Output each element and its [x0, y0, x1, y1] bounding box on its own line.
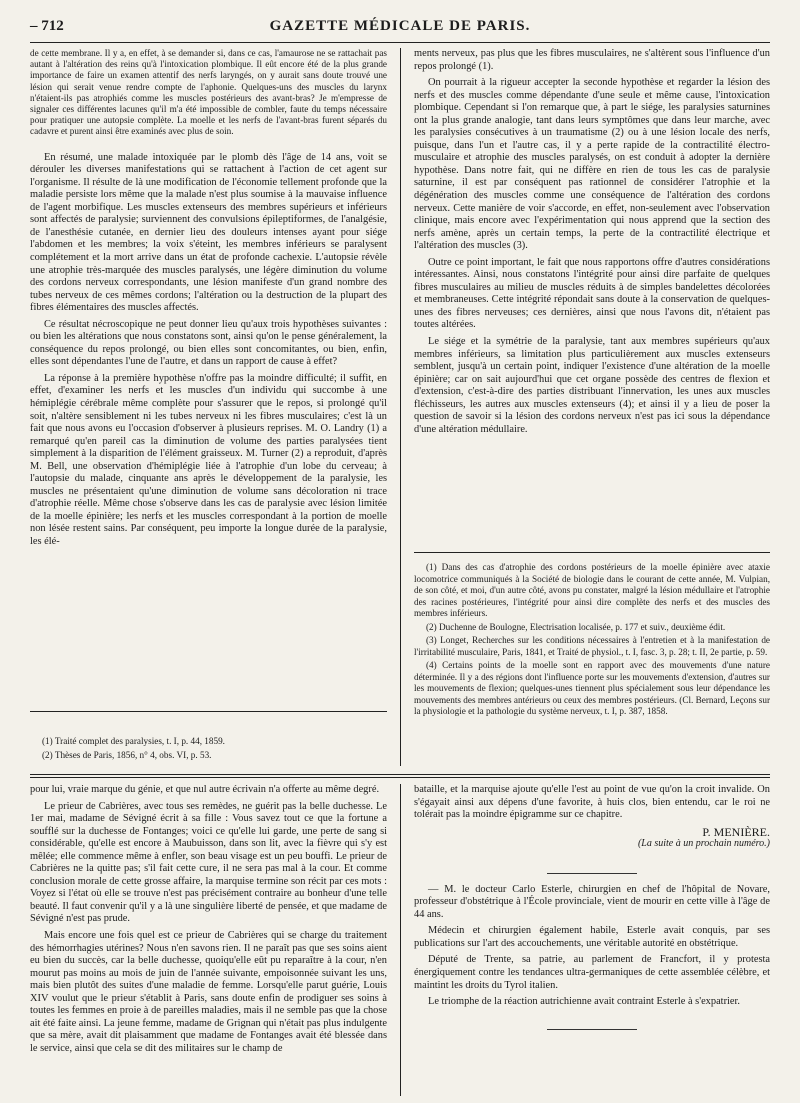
separator	[547, 873, 637, 874]
paragraph: Outre ce point important, le fait que nous rapportons offre d'autres considérations intéressantes. Ainsi, nous constatons l'intégrité pour ainsi dire parfaite de quelques fibres musculaires au milieu de muscles réduits à de simples bandelettes décolorées et membraneuses. Cette intégrité répondait sans doute à la conservation de quelques-unes des fibres nerveuses; ces dernières, ainsi que nous l'avons dit, n'étaient pas toutes altérées.	[414, 256, 770, 331]
footnote: (3) Longet, Recherches sur les conditions nécessaires à l'entretien et à la manifestation de l'irritabilité musculaire, Paris, 1841, et Traité de physiol., t. I, fasc. 3, p. 28; t. II, 2e partie, p. 59.	[414, 635, 770, 657]
footnote: (4) Certains points de la moelle sont en rapport avec des mouvements d'une nature déterminée. Il y a des régions dont l'influence porte sur les mouvements d'extension, d'autres sur les mouvements de flexion; quelques-unes tiennent plus spécialement sous leur dépendance les mouvements des membres antérieurs ou ceux des membres postérieurs. (Cl. Bernard, Leçons sur la physiologie et la pathologie du système nerveux, t. I, p. 387, 1858.	[414, 660, 770, 716]
paragraph: Le siége et la symétrie de la paralysie, tant aux membres supérieurs qu'aux membres inférieurs, sa limitation plus particulièrement aux muscles extenseurs semblent, jusqu'à un certain point, indiquer l'existence d'une altération de la moelle épinière; car on sait aujourd'hui que cet organe possède des centres de flexion et d'extension, c'est-à-dire des parties distribuant l'innervation, les unes aux muscles fléchisseurs, les autres aux muscles extenseurs (4); et ainsi il y a lieu de poser la question de savoir si la lésion des cordons nerveux n'est pas ici sous la dépendance d'une altération médullaire.	[414, 336, 770, 435]
bottom-right-column	[414, 784, 770, 1096]
footnote: (2) Thèses de Paris, 1856, n° 4, obs. VI, p. 53.	[42, 749, 212, 760]
paragraph: On pourrait à la rigueur accepter la seconde hypothèse et regarder la lésion des nerfs et des muscles comme dépendante d'une seule et même cause, l'intoxication plombique. Cependant si l'on remarque que, à part le siége, les paralysies saturnines ont la plus grande analogie, tant dans leurs symptômes que dans leur marche, avec les paralysies consécutives à un traumatisme (2) ou à une lésion locale des nerfs, puisque, dans l'un et l'autre cas, il y a perte rapide de la contractilité électro-musculaire et atrophie des muscles paralysés, on est conduit à adopter la dernière hypothèse. Dans notre fait, qui ne diffère en rien de tous les cas de paralysie saturnine, il est par conséquent pas rationnel de considérer l'atrophie et la dégénération des muscles comme une conséquence de l'altération des cordons nerveux. Cette manière de voir s'accorde, en effet, non-seulement avec l'observation clinique, mais encore avec l'expérimentation qui nous apprend que la section des nerfs amène, après un certain temps, la perte de la contractilité électrique et l'altération des muscles (3).	[414, 77, 770, 252]
footnote-rule-left	[30, 711, 387, 712]
paragraph: Le prieur de Cabrières, avec tous ses remèdes, ne guérit pas la belle duchesse. Le 1er mai, madame de Sévigné écrit à sa fille : Vous savez tout ce que la fortune a soufflé sur la duchesse de Fontanges; voici ce qu'elle lui garde, une perte de sang si considérable, qu'elle est encore à Maubuisson, dans son lit, avec la fièvre qui s'y est mêlée; elle commence même à enfler, son beau visage est un peu bouffi. Le prieur de Cabrières ne la quitte pas; s'il fait cette cure, il ne sera pas mal à la cour. Et comme conclusion morale de cette grosse affaire, la marquise termine son récit par ces mots : Voyez si l'état où elle se trouve n'est pas précisément contraire au bonheur d'une telle beauté. Il faut convenir qu'il y a là une singulière liberté de pensée, et que madame de Sévigné n'est pas prude.	[30, 800, 387, 925]
header-rule	[30, 42, 770, 43]
news-item: Député de Trente, sa patrie, au parlement de Francfort, il y protesta énergiquement contre les tendances ultra-germaniques de cette assemblée célèbre, et maintint les droits du Tyrol italien.	[414, 954, 770, 991]
separator	[547, 1029, 637, 1030]
section-double-rule	[30, 777, 770, 778]
top-right-column	[414, 48, 770, 550]
paragraph: Ce résultat nécroscopique ne peut donner lieu qu'aux trois hypothèses suivantes : ou bien les altérations que nous constatons sont, ainsi qu'on le pense généralement, la conséquence du repos prolongé, ou bien elles sont concomitantes, ou bien, enfin, elles sont dépendantes l'une de l'autre, et dans un rapport de cause à effet?	[30, 318, 387, 368]
column-divider-top	[400, 48, 401, 766]
paragraph: Mais encore une fois quel est ce prieur de Cabrières qui se charge du traitement des hémorrhagies utérines? Nous n'en savons rien. Il ne paraît pas que ses soins aient eu bien du succès, car la belle duchesse, quoiqu'elle eût pu reparaître à la cour, n'en mourut pas moins au mois de juin de l'année suivante, empoisonnée suivant les uns, mais bien plutôt des suites d'une maladie de femme. Lorsqu'elle parut guérie, Louis XIV voulut que le prieur s'établit à Paris, sans doute enfin de prodiguer ses soins à toutes les femmes en proie à de pareilles maladies, mais il ne semble pas que la chose ait été faite ainsi. La jeune femme, madame de Grignan qui n'était pas plus indulgente que sa mère, avait dit plaisamment que madame de Fontanges avait été blessée dans le service, ainsi que cela se dit des militaires sur le champ de	[30, 930, 387, 1054]
paragraph: pour lui, vraie marque du génie, et que nul autre écrivain n'a offerte au même degré.	[30, 784, 380, 795]
footnote-rule-right	[414, 552, 770, 553]
footnote: (1) Dans des cas d'atrophie des cordons postérieurs de la moelle épinière avec ataxie locomotrice communiqués à la Société de biologie dans le courant de cette année, M. Vulpian, de son côté, et moi, d'un autre côté, avons pu constater, malgré la lésion médullaire et l'atrophie des racines postérieures, l'intégrité pour ainsi dire complète des nerfs et des muscles des membres inférieurs.	[414, 562, 770, 618]
news-item: Médecin et chirurgien également habile, Esterle avait conquis, par ses publications sur l'art des accouchements, une véritable autorité en obstétrique.	[414, 925, 770, 949]
page-header	[30, 18, 770, 40]
page-number: – 712	[30, 18, 64, 34]
continued-note: (La suite à un prochain numéro.)	[637, 838, 770, 850]
paragraph: bataille, et la marquise ajoute qu'elle l'est au point de vue qu'on la croit invalide. On s'égayait ainsi aux dépens d'une favorite, à huis clos, bien entendu, car le roi ne tolérait pas la moindre épigramme sur ce chapitre.	[414, 784, 770, 821]
footnotes-left	[30, 736, 387, 766]
bottom-left-column	[30, 784, 387, 1096]
paragraph: de cette membrane. Il y a, en effet, à se demander si, dans ce cas, l'amaurose ne se rattachait pas autant à l'altération des reins qu'à l'intoxication plombique. Il eût encore été de la plus grande importance de faire un examen attentif des nerfs laryngés, on y aurait sans doute trouvé une lésion qui serait venue rendre compte de l'aphonie. Quelques-uns des muscles du larynx n'étaient-ils pas atrophiés comme les muscles postérieurs des avant-bras? Je m'empresse de signaler ces différentes lacunes qu'il m'a été impossible de combler, faute du temps nécessaire pour pratiquer une autopsie complète. La moelle et les nerfs de l'avant-bras furent séparés du cadavre et purent ainsi être examinés avec plus de soin.	[30, 48, 387, 137]
column-divider-bottom	[400, 784, 401, 1096]
section-double-rule	[30, 774, 770, 775]
news-item: Le triomphe de la réaction autrichienne avait contraint Esterle à s'expatrier.	[428, 996, 741, 1008]
intro-block	[30, 48, 387, 138]
footnotes-right	[414, 562, 770, 767]
paragraph: En résumé, une malade intoxiquée par le plomb dès l'âge de 14 ans, voit se dérouler les diverses manifestations qui se rattachent à l'action de cet agent sur l'organisme. Il résulte de là une modification de l'économie tellement profonde que la maladie persiste lors même que la malade n'est plus soumise à la mauvaise influence de l'agent morbifique. Les muscles extenseurs des membres supérieurs et inférieurs sont affectés de paralysie; surviennent des convulsions épileptiformes, de l'analgésie, de l'anesthésie cutanée, en dernier lieu des douleurs intenses ayant pour siége l'abdomen et les membres; la voix s'éteint, les membres inférieurs se paralysent complétement et la mort arrive dans un état de profonde cachexie. L'autopsie révèle une atrophie très-marquée des muscles paralysés, une légère diminution du volume des cordons nerveux correspondants, une lésion manifeste d'un grand nombre des tubes nerveux de ces mêmes cordons; l'altération ou la destruction de la plupart des fibres élémentaires des muscles affectés.	[30, 151, 387, 314]
footnote: (1) Traité complet des paralysies, t. I, p. 44, 1859.	[42, 736, 225, 746]
journal-title: GAZETTE MÉDICALE DE PARIS.	[269, 18, 531, 34]
paragraph: ments nerveux, pas plus que les fibres musculaires, ne s'altèrent sous l'influence d'un repos prolongé (1).	[414, 48, 770, 72]
paragraph: La réponse à la première hypothèse n'offre pas la moindre difficulté; il suffit, en effet, d'examiner les nerfs et les muscles d'un individu qui succombe à une hémiplégie cérébrale même complète pour s'assurer que le repos, si prolongé qu'il soit, n'altère sensiblement ni les tubes nerveux ni les fibres musculaires; c'est là un fait que nous avons eu l'occasion d'observer à plusieurs reprises. M. O. Landry (1) a remarqué qu'en pareil cas la diminution de volume des parties paralysées tient simplement à la disparition de l'élément graisseux. M. Turner (2) a reproduit, d'après M. Bell, une observation d'hémiplégie liée à l'atrophie d'un lobe du cerveau; à l'autopsie du malade, cinquante ans après le développement de la paralysie, les muscles ne présentaient qu'une diminution de volume sans décoloration ni trace d'atrophie réelle. Même chose s'observe dans les cas de paralysie avec lésion limitée de la moelle épinière; les nerfs et les muscles correspondant à la portion de moelle non lésée restent sains. Par conséquent, peu importe la longue durée de la paralysie, les élé-	[30, 372, 387, 548]
top-left-column	[30, 48, 387, 698]
author-signature: P. MENIÈRE.	[702, 824, 770, 839]
footnote: (2) Duchenne de Boulogne, Electrisation localisée, p. 177 et suiv., deuxième édit.	[426, 621, 726, 632]
news-item: — M. le docteur Carlo Esterle, chirurgien en chef de l'hôpital de Novare, professeur d'obstétrique à l'École provinciale, vient de mourir en cette ville à l'âge de 44 ans.	[414, 883, 770, 920]
